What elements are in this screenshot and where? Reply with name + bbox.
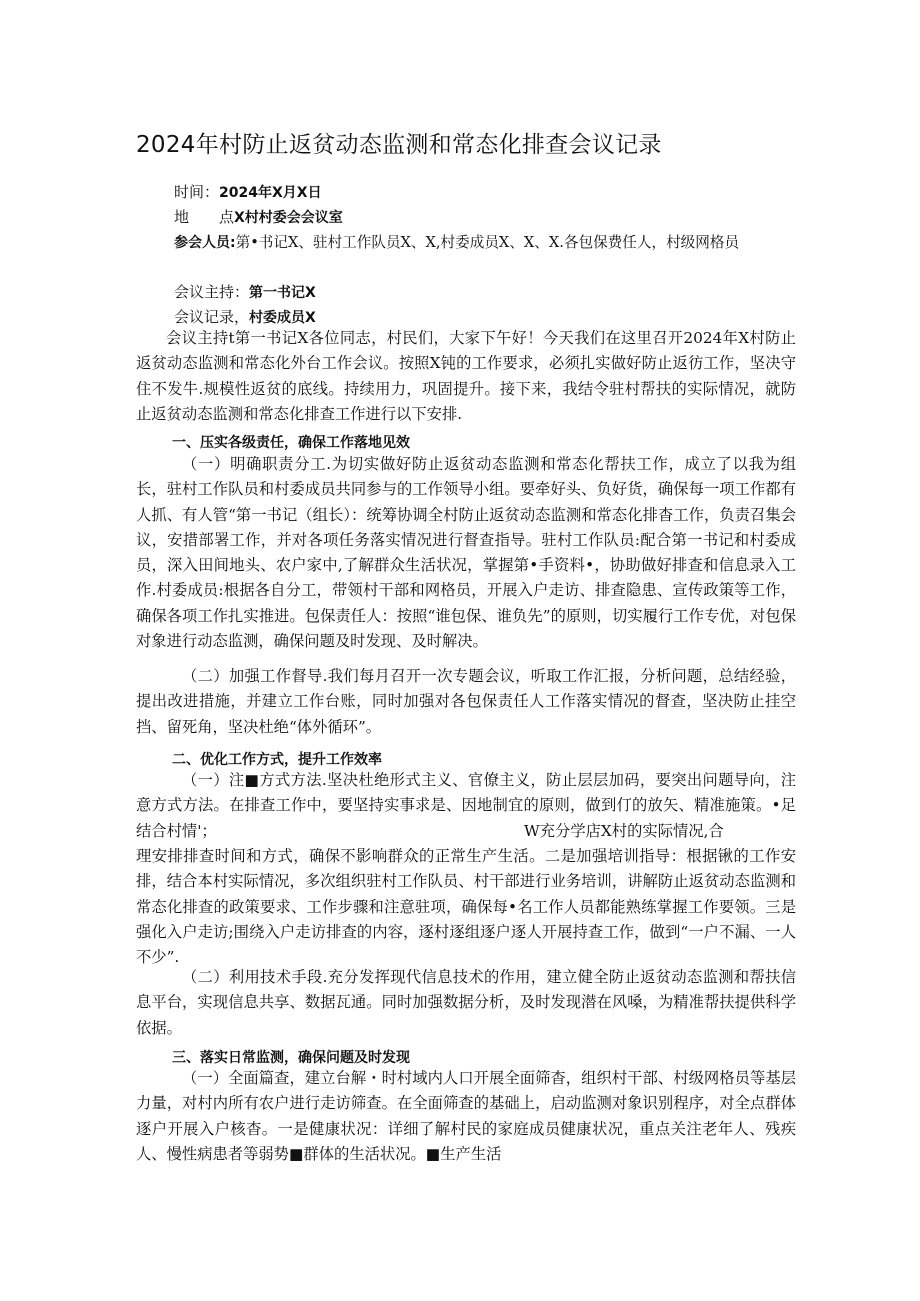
section-2-para-1-cont: W充分学店X村的实际情况,合 (524, 822, 724, 840)
section-1-para-1: （一）明确职责分工.为切实做好防止返贫动态监测和常态化帮扶工作，成立了以我为组长，驻村工作队员和村委成员共同参与的工作领导小组。要牵好头、负好货，确保每一项工作都有人抓、有人管“第一书记（组长）：统筹协调全村防止返贫动态监测和常态化排杳工作，负责召集会议，安措部署工作，并对各项任务落实情况进行督查指导。驻村工作队员:配合第一书记和村委成员，深入田间地头、农户家中,了解群众生活状况，掌握第•手资料•，协助做好排查和信息录入工作.村委成员:根据各自分工，带领村干部和网格员，开展入户走访、排查隐患、宣传政策等工作，确保各项工作扎实推进。包保责任人：按照“谁包保、谁负先”的原则，切实履行工作专优，对包保对象进行动态监测，确保问题及时发现、及时解决。 (136, 455, 796, 651)
section-3-para-1: （一）全面篇查，建立台解・时村域内人口开展全面筛杳，组织村干部、村级网格员等基层力量，对村内所有农户进行走访筛查。在全面筛查的基础上，启动监测对象识别程序，对全点群体逐户开展入户核杳。一是健康状况：详细了解村民的家庭成员健康状况，重点关注老年人、残疾人、慢性病患者等弱势■群体的生活状况。■生产生活 (136, 1069, 796, 1163)
attendees-label: 参会人员: (174, 235, 236, 251)
attendees-value: 第•书记X、驻村工作队员X、X,村委成员X、X、X.各包保费任人，村级网格员 (235, 234, 740, 251)
section-1-para-2: （二）加强工作督导.我们每月召开一次专题会议，听取工作汇报，分析问题，总结经验，提出改进措施，并建立工作台账，同时加强对各包保责任人工作落实情况的督查，坚决防止挂空挡、留死角，坚决杜绝“体外循环”。 (136, 667, 796, 736)
meeting-time (136, 180, 796, 206)
host-label: 会议主持： (174, 283, 250, 301)
recorder-label: 会议记录， (174, 308, 250, 326)
host-value: 第一书记X (249, 285, 316, 301)
page-title: 2024年村防止返贫动态监测和常态化排查会议记录 (136, 132, 662, 158)
section-2-para-1: （一）注■方式方法.坚决杜绝形式主义、官僚主义，防止层层加码，要突出问题导向，注意方式方法。在排查工作中，要坚持实事求是、因地制宜的原则，做到仃的放矢、精准施策。•足结合村情'； (136, 771, 796, 840)
section-3-heading: 三、落实日常监测，确保问题及时发现 (172, 1050, 410, 1066)
recorder-value: 村委成员X (249, 310, 316, 326)
place-label: 地 点 (174, 208, 235, 226)
time-label: 时间： (174, 183, 220, 201)
intro-paragraph: 会议主持t第一书记X各位同志，村民们，大家下午好！今天我们在这里召开2024年X村防止返贫动态监测和常态化外台工作会议。按照X钝的工作要求，必须扎实做好防止返彷工作，坚决守住不发牛.规模性返贫的底线。持续用力，巩固提升。接下来，我结令驻村帮扶的实际情况，就防止返贫动态监测和常态化排查工作进行以下安排. (136, 329, 796, 423)
section-2-para-2: （二）利用技术手段.充分发挥现代信息技术的作用，建立健全防止返贫动态监测和帮扶信息平台，实现信息共享、数据瓦通。同时加强数据分析，及时发现潜在风嗓，为精准帮扶提供科学依据。 (136, 968, 796, 1037)
meeting-host (136, 280, 796, 306)
section-1-heading: 一、压实各级责任，确保工作落地见效 (172, 435, 410, 451)
time-value: 2024年X月X日 (219, 185, 322, 201)
meeting-place (136, 205, 796, 231)
meeting-attendees (136, 230, 796, 256)
section-2-heading: 二、优化工作方式，提升工作效率 (172, 752, 382, 768)
section-2-para-1-rest: 理安排排查时间和方式，确保不影响群众的正常生产生活。二是加强培训指导：根据锹的工作安排，结合本村实际情况，多次组织驻村工作队员、村干部进行业务培训，讲解防止返贫动态监测和常态化排查的政策要求、工作步骤和注意驻项，确保每•名工作人员都能熟练掌握工作要领。三是强化入户走访;围绕入户走访排查的内容，逐村逐组逐户逐人开展持查工作，做到“一户不漏、一人不少”. (136, 847, 796, 967)
place-value: X村村委会会议室 (234, 210, 343, 226)
